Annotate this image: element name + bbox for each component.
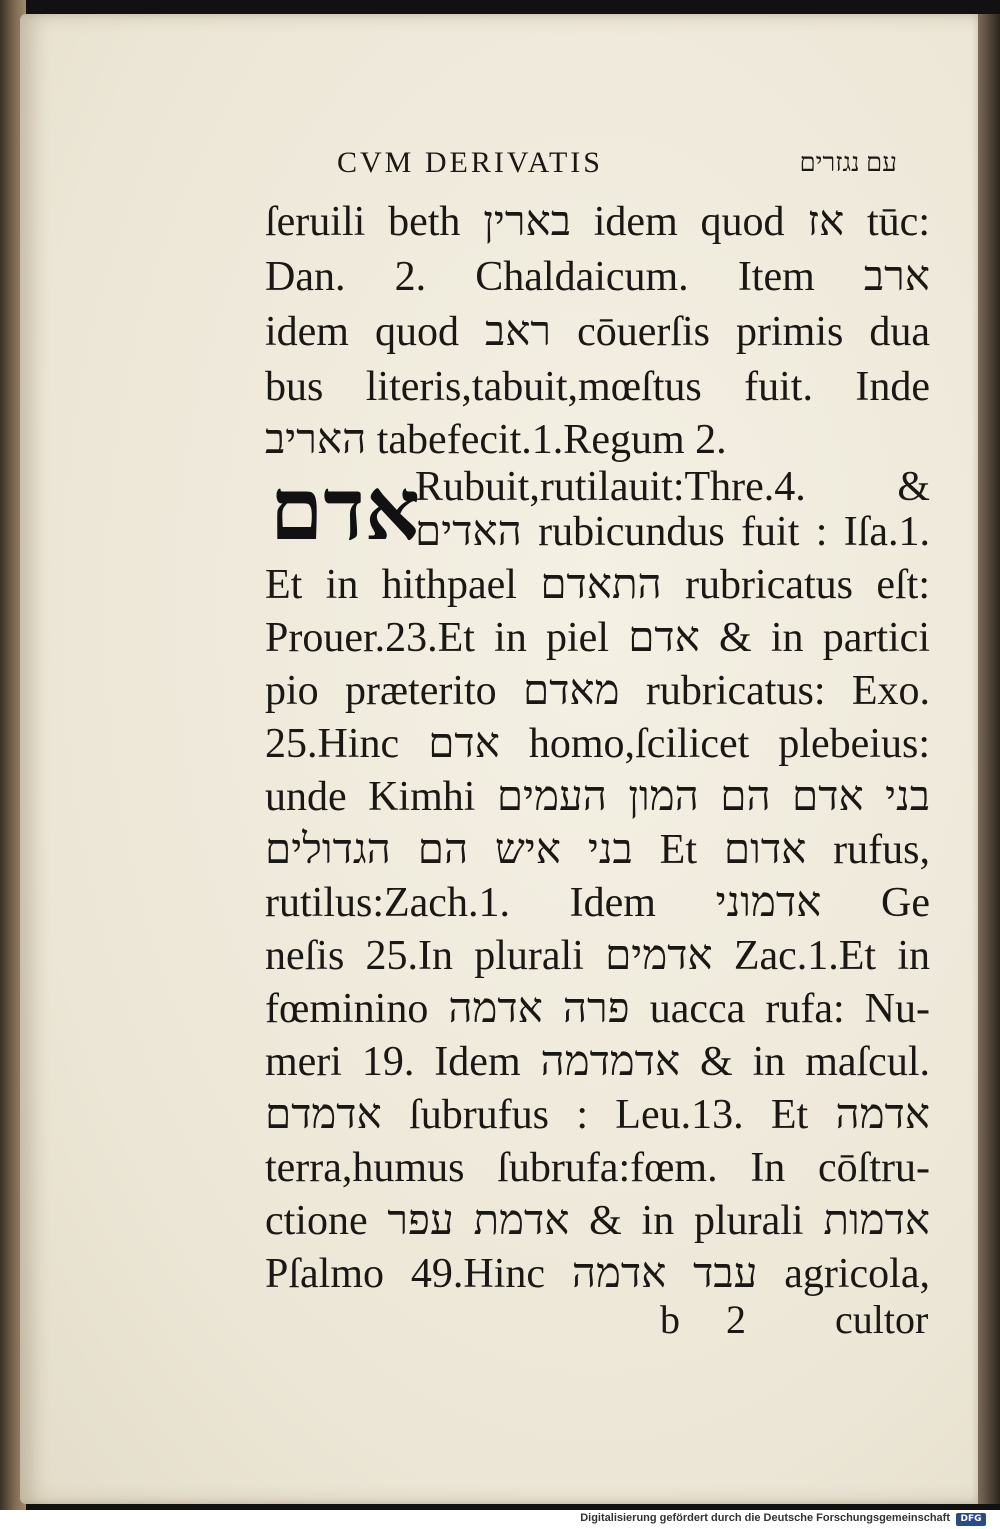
running-head [337,146,897,180]
text-line: בני איש הם הגדולים Et אדום rufus, [265,827,930,873]
dropcap-hebrew: אדם [269,459,420,560]
text-line: Dan. 2. Chaldaicum. Item ארב [265,254,930,300]
text-line: ctione אדמת עפר & in plurali אדמות [265,1198,930,1244]
text-line: Pſalmo 49.Hinc עבד אדמה agricola, [265,1251,930,1297]
page-edge [978,14,1000,1504]
catchword: cultor [835,1297,929,1342]
signature-mark: b 2 [660,1297,764,1342]
text-line: bus literis,tabuit,mœſtus fuit. Inde [265,364,930,410]
text-line: Et in hithpael התאדם rubricatus eſt: [265,562,930,608]
dfg-logo: DFG [956,1513,986,1526]
text-line: neſis 25.In plurali אדמים Zac.1.Et in [265,933,930,979]
funding-credit: Digitalisierung gefördert durch die Deutsche Forschungsgemeinschaft [580,1512,950,1524]
text-line: fœminino פרה אדמה uacca rufa: Nu- [265,986,930,1032]
footer-bar [0,1510,1000,1529]
running-head-latin: CVM DERIVATIS [337,146,603,179]
text-line: האריב tabefecit.1.Regum 2. [265,417,727,463]
text-line: unde Kimhi בני אדם הם המון העמים [265,774,930,820]
text-line: האדים rubicundus fuit : Iſa.1. [415,509,930,555]
text-line: Rubuit,rutilauit:Thre.4. & [415,464,930,510]
text-line: 25.Hinc אדם homo,ſcilicet plebeius: [265,721,930,767]
book-page [20,14,980,1504]
running-head-hebrew: עם נגזרים [799,148,897,177]
text-line: Prouer.23.Et in piel אדם & in partici [265,615,930,661]
text-line: pio præterito מאדם rubricatus: Exo. [265,668,930,714]
text-line: אדמדם ſubrufus : Leu.13. Et אדמה [265,1092,930,1138]
text-line: idem quod ראב cōuerſis primis dua [265,309,930,355]
text-line: meri 19. Idem אדמדמה & in maſcul. [265,1039,930,1085]
text-line: terra,humus ſubrufa:fœm. In cōſtru- [265,1145,930,1191]
text-line: ſeruili beth בארין idem quod אז tūc: [265,199,930,245]
text-line: rutilus:Zach.1. Idem אדמוני Ge [265,880,930,926]
